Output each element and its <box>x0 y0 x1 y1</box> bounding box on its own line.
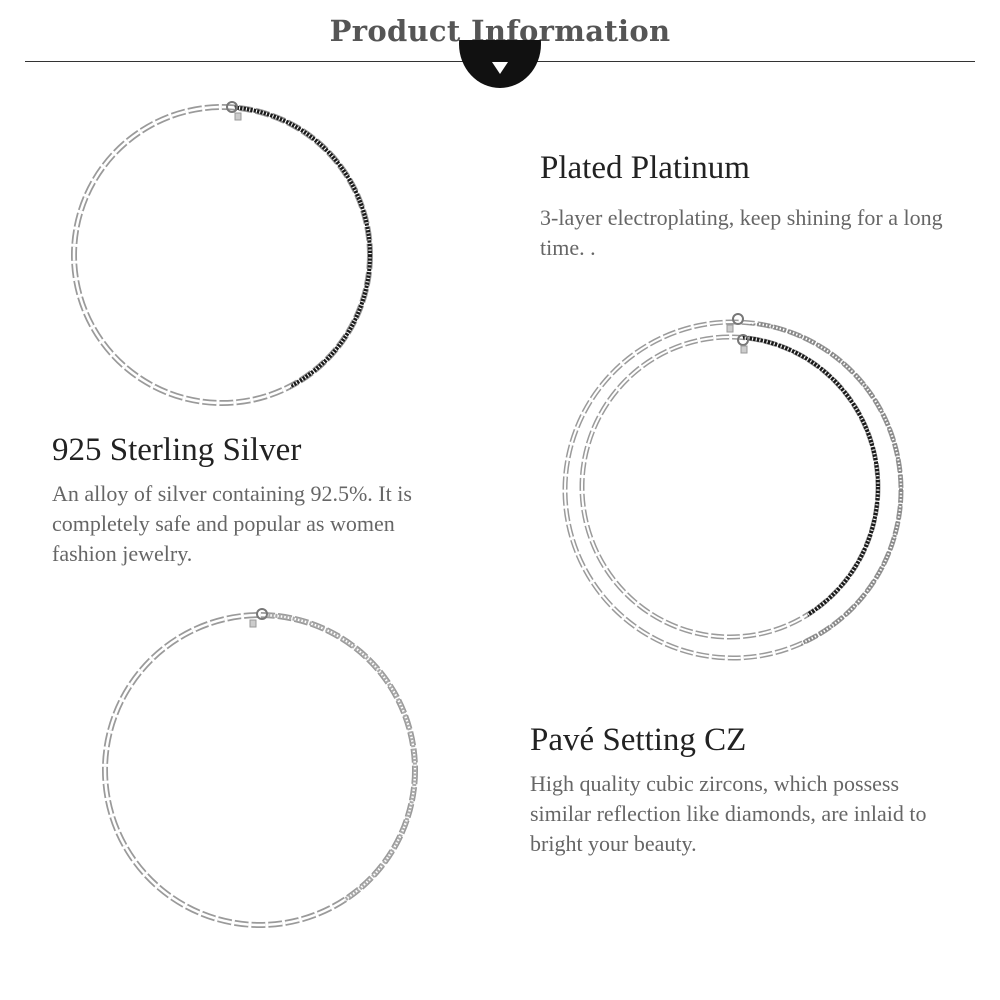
feature-desc-sterling-silver: An alloy of silver containing 92.5%. It is completely safe and popular as women fashion jewelry. <box>52 481 412 566</box>
necklace-layered-double-image <box>555 305 925 680</box>
feature-title-pave-setting: Pavé Setting CZ <box>530 722 747 758</box>
necklace-silver-box-chain-image <box>90 600 430 940</box>
header-title: Product Information <box>329 14 671 48</box>
necklace-silver-black-beads-image <box>60 95 390 415</box>
feature-desc-plated-platinum: 3-layer electroplating, keep shining for a long time. . <box>540 205 943 260</box>
feature-title-plated-platinum: Plated Platinum <box>540 150 750 186</box>
header-badge <box>459 40 541 88</box>
feature-desc-pave-setting: High quality cubic zircons, which possess similar reflection like diamonds, are inlaid to bright your beauty. <box>530 771 927 856</box>
feature-title-sterling-silver: 925 Sterling Silver <box>52 432 302 468</box>
